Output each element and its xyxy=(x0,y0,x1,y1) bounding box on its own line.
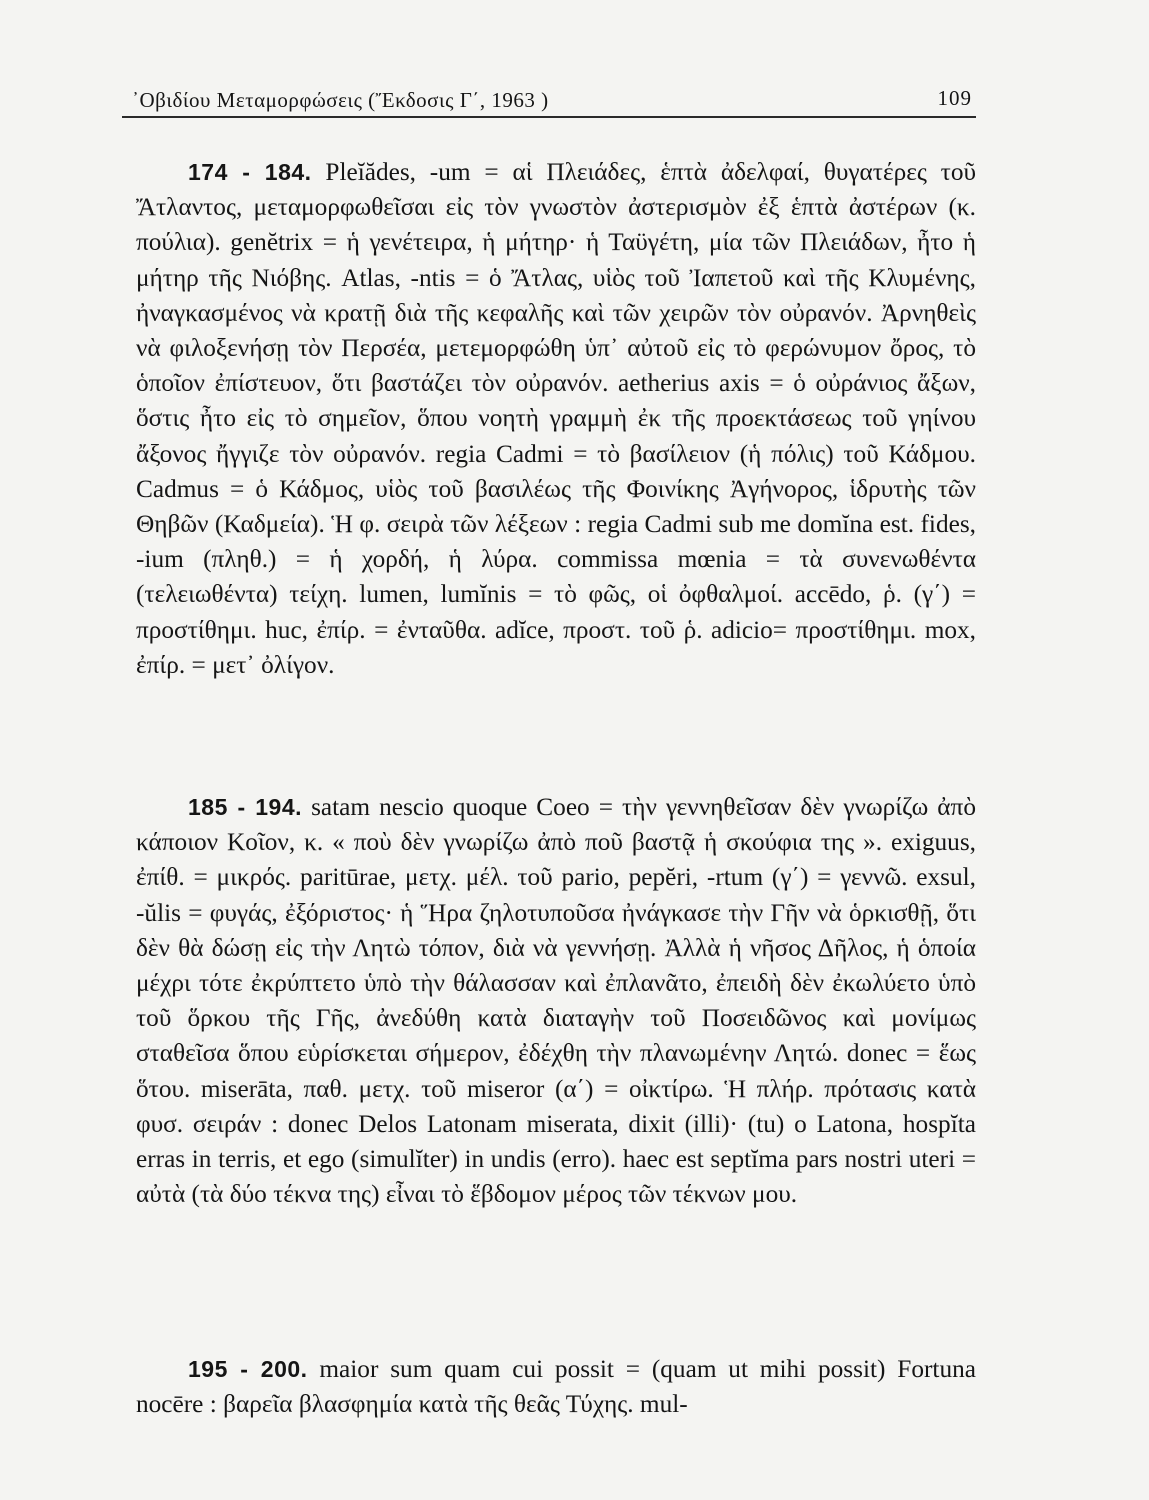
commentary-paragraph xyxy=(136,155,976,683)
paragraph-text: Pleĭădes, -um = αἱ Πλειάδες, ἑπτὰ ἀδελφαί, θυγατέρες τοῦ Ἄτλαντος, μεταμορφωθεῖσαι εἰς τὸν γνωστὸν ἀστερισμὸν ἐξ ἑπτὰ ἀστέρων (κ. πούλια). genĕtrix = ἡ γενέτειρα, ἡ μήτηρ· ἡ Ταϋγέτη, μία τῶν Πλειάδων, ἦτο ἡ μήτηρ τῆς Νιόβης. Atlas, -ntis = ὁ Ἄτλας, υἱὸς τοῦ Ἰαπετοῦ καὶ τῆς Κλυμένης, ἠναγκασμένος νὰ κρατῇ διὰ τῆς κεφαλῆς καὶ τῶν χειρῶν τὸν οὐρανόν. Ἀρνηθεὶς νὰ φιλοξενήσῃ τὸν Περσέα, μετεμορφώθη ὑπ᾽ αὐτοῦ εἰς τὸ φερώνυμον ὄρος, τὸ ὁποῖον ἐπίστευον, ὅτι βαστάζει τὸν οὐρανόν. aetherius axis = ὁ οὐράνιος ἄξων, ὅστις ἦτο εἰς τὸ σημεῖον, ὅπου νοητὴ γραμμὴ ἐκ τῆς προεκτάσεως τοῦ γηίνου ἄξονος ἤγγιζε τὸν οὐρανόν. regia Cadmi = τὸ βασίλειον (ἡ πόλις) τοῦ Κάδμου. Cadmus = ὁ Κάδμος, υἱὸς τοῦ βασιλέως τῆς Φοινίκης Ἀγήνορος, ἱδρυτὴς τῶν Θηβῶν (Καδμεία). Ἡ φ. σειρὰ τῶν λέξεων : regia Cadmi sub me domĭna est. fides, -ium (πληθ.) = ἡ χορδή, ἡ λύρα. commissa mœnia = τὰ συνενωθέντα (τελειωθέντα) τείχη. lumen, lumĭnis = τὸ φῶς, οἱ ὀφθαλμοί. accēdo, ῥ. (γ΄) = προστίθημι. huc, ἐπίρ. = ἐνταῦθα. adĭce, προστ. τοῦ ῥ. adicio= προστίθημι. mox, ἐπίρ. = μετ᾽ ὀλίγον. xyxy=(136,158,976,679)
paragraph-text: satam nescio quoque Coeo = τὴν γεννηθεῖσαν δὲν γνωρίζω ἀπὸ κάποιον Κοῖον, κ. « ποὺ δὲν γνωρίζω ἀπὸ ποῦ βαστᾷ ἡ σκούφια της ». exiguus, ἐπίθ. = μικρός. paritūrae, μετχ. μέλ. τοῦ pario, pepĕri, -rtum (γ΄) = γεννῶ. exsul, -ŭlis = φυγάς, ἐξόριστος· ἡ Ἥρα ζηλοτυποῦσα ἠνάγκασε τὴν Γῆν νὰ ὁρκισθῇ, ὅτι δὲν θὰ δώσῃ εἰς τὴν Λητὼ τόπον, διὰ νὰ γεννήσῃ. Ἀλλὰ ἡ νῆσος Δῆλος, ἡ ὁποία μέχρι τότε ἐκρύπτετο ὑπὸ τὴν θάλασσαν καὶ ἐπλανᾶτο, ἐπειδὴ δὲν ἐκωλύετο ὑπὸ τοῦ ὅρκου τῆς Γῆς, ἀνεδύθη κατὰ διαταγὴν τοῦ Ποσειδῶνος καὶ μονίμως σταθεῖσα ὅπου εὑρίσκεται σήμερον, ἐδέχθη τὴν πλανωμένην Λητώ. donec = ἕως ὅτου. miserāta, παθ. μετχ. τοῦ miseror (α΄) = οἰκτίρω. Ἡ πλήρ. πρότασις κατὰ φυσ. σειράν : donec Delos Latonam miserata, dixit (illi)· (tu) o Latona, hospĭta erras in terris, et ego (simulĭter) in undis (erro). haec est septĭma pars nostri uteri = αὐτὰ (τὰ δύο τέκνα της) εἶναι τὸ ἕβδομον μέρος τῶν τέκνων μου. xyxy=(136,793,976,1209)
page-number: 109 xyxy=(937,86,972,110)
running-header xyxy=(122,80,976,118)
verse-range: 195 - 200. xyxy=(188,1356,308,1382)
verse-range: 174 - 184. xyxy=(188,159,312,185)
commentary-paragraph xyxy=(136,1352,976,1422)
commentary-paragraph xyxy=(136,790,976,1212)
verse-range: 185 - 194. xyxy=(188,794,303,820)
header-title: ᾽Οβιδίου Μεταμορφώσεις (Ἔκδοσις Γ΄, 1963 ) xyxy=(132,88,549,112)
paragraph-text: maior sum quam cui possit = (quam ut mihi possit) Fortuna nocēre : βαρεῖα βλασφημία κατὰ τῆς θεᾶς Τύχης. mul- xyxy=(136,1355,976,1419)
